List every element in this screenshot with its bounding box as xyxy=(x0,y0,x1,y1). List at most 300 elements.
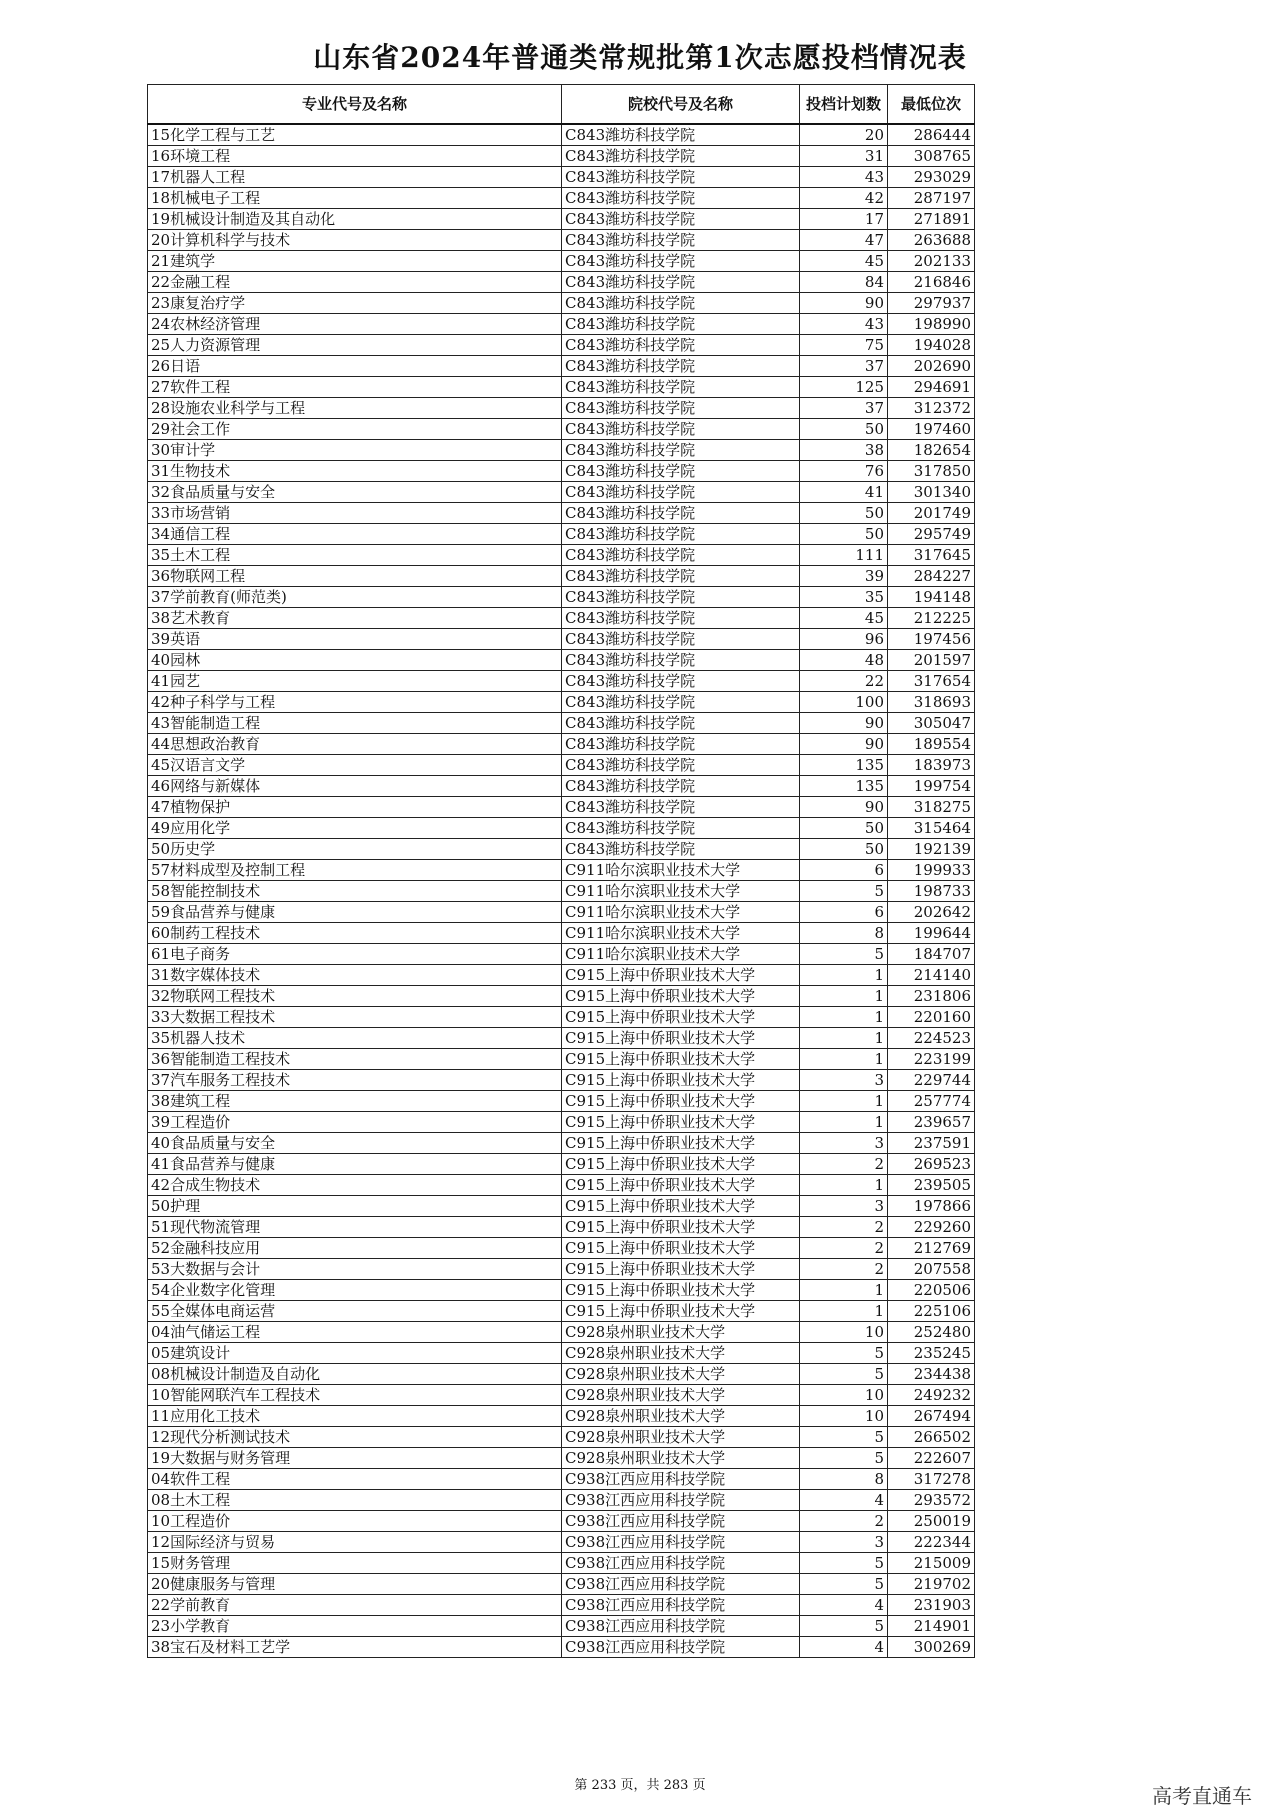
cell-min-rank: 239657 xyxy=(888,1112,975,1133)
table-row xyxy=(148,230,975,251)
cell-plan-count: 41 xyxy=(800,482,888,503)
cell-school: C911哈尔滨职业技术大学 xyxy=(562,902,800,923)
cell-min-rank: 192139 xyxy=(888,839,975,860)
page-footer: 第 233 页，共 283 页 xyxy=(574,1778,706,1793)
cell-school: C843潍坊科技学院 xyxy=(562,818,800,839)
cell-school: C911哈尔滨职业技术大学 xyxy=(562,923,800,944)
cell-school: C938江西应用科技学院 xyxy=(562,1637,800,1658)
cell-school: C843潍坊科技学院 xyxy=(562,167,800,188)
cell-school: C843潍坊科技学院 xyxy=(562,713,800,734)
cell-plan-count: 4 xyxy=(800,1490,888,1511)
cell-major: 41食品营养与健康 xyxy=(148,1154,562,1175)
cell-major: 05建筑设计 xyxy=(148,1343,562,1364)
cell-plan-count: 43 xyxy=(800,167,888,188)
cell-major: 34通信工程 xyxy=(148,524,562,545)
table-row xyxy=(148,272,975,293)
table-row xyxy=(148,1154,975,1175)
table-row xyxy=(148,944,975,965)
cell-school: C843潍坊科技学院 xyxy=(562,629,800,650)
cell-school: C843潍坊科技学院 xyxy=(562,314,800,335)
cell-plan-count: 90 xyxy=(800,293,888,314)
cell-min-rank: 231806 xyxy=(888,986,975,1007)
table-row xyxy=(148,167,975,188)
cell-major: 38宝石及材料工艺学 xyxy=(148,1637,562,1658)
cell-plan-count: 45 xyxy=(800,608,888,629)
cell-major: 35土木工程 xyxy=(148,545,562,566)
table-row xyxy=(148,1574,975,1595)
cell-min-rank: 223199 xyxy=(888,1049,975,1070)
cell-school: C843潍坊科技学院 xyxy=(562,566,800,587)
table-row xyxy=(148,1133,975,1154)
cell-plan-count: 45 xyxy=(800,251,888,272)
cell-school: C911哈尔滨职业技术大学 xyxy=(562,944,800,965)
cell-school: C843潍坊科技学院 xyxy=(562,587,800,608)
cell-school: C915上海中侨职业技术大学 xyxy=(562,1154,800,1175)
cell-major: 17机器人工程 xyxy=(148,167,562,188)
cell-school: C915上海中侨职业技术大学 xyxy=(562,1049,800,1070)
table-row xyxy=(148,209,975,230)
cell-plan-count: 31 xyxy=(800,146,888,167)
cell-school: C843潍坊科技学院 xyxy=(562,839,800,860)
cell-major: 41园艺 xyxy=(148,671,562,692)
cell-plan-count: 100 xyxy=(800,692,888,713)
cell-plan-count: 5 xyxy=(800,1553,888,1574)
table-row xyxy=(148,650,975,671)
cell-plan-count: 1 xyxy=(800,1301,888,1322)
cell-min-rank: 197460 xyxy=(888,419,975,440)
cell-major: 27软件工程 xyxy=(148,377,562,398)
cell-major: 50护理 xyxy=(148,1196,562,1217)
cell-plan-count: 8 xyxy=(800,1469,888,1490)
cell-plan-count: 3 xyxy=(800,1532,888,1553)
table-row xyxy=(148,1049,975,1070)
column-header-major: 专业代号及名称 xyxy=(148,85,562,125)
cell-plan-count: 2 xyxy=(800,1154,888,1175)
cell-major: 10智能网联汽车工程技术 xyxy=(148,1385,562,1406)
cell-min-rank: 202690 xyxy=(888,356,975,377)
cell-min-rank: 216846 xyxy=(888,272,975,293)
cell-major: 42种子科学与工程 xyxy=(148,692,562,713)
table-row xyxy=(148,1511,975,1532)
cell-major: 19大数据与财务管理 xyxy=(148,1448,562,1469)
cell-school: C911哈尔滨职业技术大学 xyxy=(562,881,800,902)
cell-major: 30审计学 xyxy=(148,440,562,461)
cell-school: C843潍坊科技学院 xyxy=(562,650,800,671)
cell-min-rank: 199754 xyxy=(888,776,975,797)
cell-min-rank: 198990 xyxy=(888,314,975,335)
table-row xyxy=(148,629,975,650)
cell-plan-count: 96 xyxy=(800,629,888,650)
table-row xyxy=(148,734,975,755)
cell-school: C928泉州职业技术大学 xyxy=(562,1385,800,1406)
cell-school: C843潍坊科技学院 xyxy=(562,482,800,503)
cell-min-rank: 257774 xyxy=(888,1091,975,1112)
cell-major: 24农林经济管理 xyxy=(148,314,562,335)
cell-plan-count: 37 xyxy=(800,398,888,419)
cell-min-rank: 284227 xyxy=(888,566,975,587)
table-row xyxy=(148,1343,975,1364)
cell-plan-count: 17 xyxy=(800,209,888,230)
cell-plan-count: 38 xyxy=(800,440,888,461)
cell-major: 40食品质量与安全 xyxy=(148,1133,562,1154)
cell-major: 33市场营销 xyxy=(148,503,562,524)
cell-school: C843潍坊科技学院 xyxy=(562,545,800,566)
cell-major: 38艺术教育 xyxy=(148,608,562,629)
cell-min-rank: 252480 xyxy=(888,1322,975,1343)
cell-min-rank: 198733 xyxy=(888,881,975,902)
cell-major: 39工程造价 xyxy=(148,1112,562,1133)
cell-min-rank: 294691 xyxy=(888,377,975,398)
cell-school: C915上海中侨职业技术大学 xyxy=(562,1217,800,1238)
cell-plan-count: 5 xyxy=(800,944,888,965)
cell-major: 37学前教育(师范类) xyxy=(148,587,562,608)
table-row xyxy=(148,671,975,692)
table-row xyxy=(148,146,975,167)
table-row xyxy=(148,1007,975,1028)
column-header-plan-count: 投档计划数 xyxy=(800,85,888,125)
cell-plan-count: 42 xyxy=(800,188,888,209)
cell-school: C843潍坊科技学院 xyxy=(562,335,800,356)
cell-school: C843潍坊科技学院 xyxy=(562,188,800,209)
cell-major: 20健康服务与管理 xyxy=(148,1574,562,1595)
cell-major: 04油气储运工程 xyxy=(148,1322,562,1343)
cell-major: 49应用化学 xyxy=(148,818,562,839)
cell-major: 10工程造价 xyxy=(148,1511,562,1532)
cell-major: 08土木工程 xyxy=(148,1490,562,1511)
cell-plan-count: 84 xyxy=(800,272,888,293)
cell-school: C938江西应用科技学院 xyxy=(562,1595,800,1616)
cell-plan-count: 111 xyxy=(800,545,888,566)
cell-school: C938江西应用科技学院 xyxy=(562,1490,800,1511)
cell-school: C843潍坊科技学院 xyxy=(562,461,800,482)
table-row xyxy=(148,587,975,608)
cell-min-rank: 214901 xyxy=(888,1616,975,1637)
cell-min-rank: 194148 xyxy=(888,587,975,608)
table-row xyxy=(148,1091,975,1112)
cell-major: 55全媒体电商运营 xyxy=(148,1301,562,1322)
table-row xyxy=(148,482,975,503)
cell-min-rank: 237591 xyxy=(888,1133,975,1154)
cell-min-rank: 235245 xyxy=(888,1343,975,1364)
cell-min-rank: 305047 xyxy=(888,713,975,734)
cell-plan-count: 50 xyxy=(800,839,888,860)
cell-school: C915上海中侨职业技术大学 xyxy=(562,1238,800,1259)
table-row xyxy=(148,1469,975,1490)
table-body xyxy=(148,124,975,1658)
cell-plan-count: 5 xyxy=(800,1616,888,1637)
cell-min-rank: 317278 xyxy=(888,1469,975,1490)
cell-major: 47植物保护 xyxy=(148,797,562,818)
table-row xyxy=(148,608,975,629)
cell-major: 58智能控制技术 xyxy=(148,881,562,902)
cell-plan-count: 43 xyxy=(800,314,888,335)
cell-school: C843潍坊科技学院 xyxy=(562,209,800,230)
cell-school: C928泉州职业技术大学 xyxy=(562,1364,800,1385)
cell-major: 12现代分析测试技术 xyxy=(148,1427,562,1448)
table-header-row xyxy=(148,85,975,125)
cell-major: 36智能制造工程技术 xyxy=(148,1049,562,1070)
table-row xyxy=(148,1322,975,1343)
cell-major: 26日语 xyxy=(148,356,562,377)
cell-major: 35机器人技术 xyxy=(148,1028,562,1049)
cell-min-rank: 267494 xyxy=(888,1406,975,1427)
cell-min-rank: 201749 xyxy=(888,503,975,524)
cell-plan-count: 8 xyxy=(800,923,888,944)
cell-plan-count: 1 xyxy=(800,965,888,986)
cell-major: 28设施农业科学与工程 xyxy=(148,398,562,419)
cell-min-rank: 317645 xyxy=(888,545,975,566)
table-row xyxy=(148,545,975,566)
table-row xyxy=(148,1553,975,1574)
table-row xyxy=(148,1301,975,1322)
cell-min-rank: 199644 xyxy=(888,923,975,944)
cell-min-rank: 197456 xyxy=(888,629,975,650)
table-row xyxy=(148,776,975,797)
cell-school: C843潍坊科技学院 xyxy=(562,419,800,440)
cell-plan-count: 5 xyxy=(800,1427,888,1448)
cell-major: 44思想政治教育 xyxy=(148,734,562,755)
cell-plan-count: 1 xyxy=(800,1175,888,1196)
table-row xyxy=(148,797,975,818)
cell-major: 39英语 xyxy=(148,629,562,650)
cell-plan-count: 1 xyxy=(800,986,888,1007)
cell-plan-count: 90 xyxy=(800,797,888,818)
cell-school: C915上海中侨职业技术大学 xyxy=(562,1091,800,1112)
cell-school: C928泉州职业技术大学 xyxy=(562,1448,800,1469)
cell-min-rank: 318693 xyxy=(888,692,975,713)
cell-min-rank: 231903 xyxy=(888,1595,975,1616)
cell-major: 20计算机科学与技术 xyxy=(148,230,562,251)
cell-school: C938江西应用科技学院 xyxy=(562,1574,800,1595)
cell-min-rank: 199933 xyxy=(888,860,975,881)
cell-major: 57材料成型及控制工程 xyxy=(148,860,562,881)
cell-plan-count: 39 xyxy=(800,566,888,587)
cell-plan-count: 125 xyxy=(800,377,888,398)
cell-school: C843潍坊科技学院 xyxy=(562,734,800,755)
admission-table xyxy=(147,84,975,1658)
table-row xyxy=(148,335,975,356)
cell-min-rank: 266502 xyxy=(888,1427,975,1448)
cell-min-rank: 287197 xyxy=(888,188,975,209)
cell-school: C843潍坊科技学院 xyxy=(562,503,800,524)
cell-school: C928泉州职业技术大学 xyxy=(562,1427,800,1448)
cell-major: 12国际经济与贸易 xyxy=(148,1532,562,1553)
cell-min-rank: 202133 xyxy=(888,251,975,272)
cell-major: 18机械电子工程 xyxy=(148,188,562,209)
cell-school: C928泉州职业技术大学 xyxy=(562,1406,800,1427)
table-row xyxy=(148,692,975,713)
cell-plan-count: 2 xyxy=(800,1511,888,1532)
cell-min-rank: 250019 xyxy=(888,1511,975,1532)
cell-school: C915上海中侨职业技术大学 xyxy=(562,1175,800,1196)
cell-school: C938江西应用科技学院 xyxy=(562,1469,800,1490)
table-row xyxy=(148,1196,975,1217)
cell-plan-count: 3 xyxy=(800,1196,888,1217)
cell-major: 61电子商务 xyxy=(148,944,562,965)
table-row xyxy=(148,1070,975,1091)
cell-major: 19机械设计制造及其自动化 xyxy=(148,209,562,230)
table-row xyxy=(148,1385,975,1406)
cell-min-rank: 293029 xyxy=(888,167,975,188)
cell-plan-count: 37 xyxy=(800,356,888,377)
cell-min-rank: 315464 xyxy=(888,818,975,839)
column-header-min-rank: 最低位次 xyxy=(888,85,975,125)
cell-plan-count: 48 xyxy=(800,650,888,671)
cell-major: 52金融科技应用 xyxy=(148,1238,562,1259)
cell-major: 40园林 xyxy=(148,650,562,671)
table-row xyxy=(148,1427,975,1448)
cell-school: C843潍坊科技学院 xyxy=(562,124,800,146)
cell-plan-count: 76 xyxy=(800,461,888,482)
table-row xyxy=(148,524,975,545)
cell-major: 45汉语言文学 xyxy=(148,755,562,776)
cell-major: 32物联网工程技术 xyxy=(148,986,562,1007)
cell-school: C915上海中侨职业技术大学 xyxy=(562,1301,800,1322)
cell-plan-count: 5 xyxy=(800,881,888,902)
cell-min-rank: 263688 xyxy=(888,230,975,251)
cell-min-rank: 215009 xyxy=(888,1553,975,1574)
cell-min-rank: 317654 xyxy=(888,671,975,692)
cell-min-rank: 295749 xyxy=(888,524,975,545)
cell-major: 23小学教育 xyxy=(148,1616,562,1637)
cell-plan-count: 50 xyxy=(800,503,888,524)
cell-school: C915上海中侨职业技术大学 xyxy=(562,1196,800,1217)
cell-plan-count: 75 xyxy=(800,335,888,356)
table-row xyxy=(148,503,975,524)
cell-min-rank: 271891 xyxy=(888,209,975,230)
cell-min-rank: 184707 xyxy=(888,944,975,965)
cell-school: C915上海中侨职业技术大学 xyxy=(562,965,800,986)
cell-min-rank: 212225 xyxy=(888,608,975,629)
cell-school: C915上海中侨职业技术大学 xyxy=(562,986,800,1007)
cell-school: C938江西应用科技学院 xyxy=(562,1553,800,1574)
cell-major: 11应用化工技术 xyxy=(148,1406,562,1427)
column-header-school: 院校代号及名称 xyxy=(562,85,800,125)
cell-major: 38建筑工程 xyxy=(148,1091,562,1112)
cell-min-rank: 249232 xyxy=(888,1385,975,1406)
cell-school: C843潍坊科技学院 xyxy=(562,377,800,398)
cell-school: C843潍坊科技学院 xyxy=(562,440,800,461)
cell-plan-count: 135 xyxy=(800,776,888,797)
cell-min-rank: 300269 xyxy=(888,1637,975,1658)
cell-min-rank: 212769 xyxy=(888,1238,975,1259)
cell-school: C938江西应用科技学院 xyxy=(562,1532,800,1553)
cell-plan-count: 2 xyxy=(800,1217,888,1238)
cell-plan-count: 1 xyxy=(800,1007,888,1028)
cell-major: 22学前教育 xyxy=(148,1595,562,1616)
table-row xyxy=(148,251,975,272)
cell-min-rank: 286444 xyxy=(888,124,975,146)
table-row xyxy=(148,1448,975,1469)
cell-school: C843潍坊科技学院 xyxy=(562,398,800,419)
cell-min-rank: 225106 xyxy=(888,1301,975,1322)
cell-min-rank: 182654 xyxy=(888,440,975,461)
cell-school: C938江西应用科技学院 xyxy=(562,1511,800,1532)
cell-plan-count: 20 xyxy=(800,124,888,146)
table-row xyxy=(148,419,975,440)
table-row xyxy=(148,1595,975,1616)
cell-plan-count: 6 xyxy=(800,860,888,881)
cell-major: 43智能制造工程 xyxy=(148,713,562,734)
cell-school: C843潍坊科技学院 xyxy=(562,608,800,629)
cell-school: C843潍坊科技学院 xyxy=(562,230,800,251)
cell-school: C915上海中侨职业技术大学 xyxy=(562,1070,800,1091)
cell-school: C915上海中侨职业技术大学 xyxy=(562,1112,800,1133)
cell-plan-count: 1 xyxy=(800,1049,888,1070)
cell-school: C843潍坊科技学院 xyxy=(562,671,800,692)
table-row xyxy=(148,860,975,881)
table-row xyxy=(148,398,975,419)
table-row xyxy=(148,1616,975,1637)
table-row xyxy=(148,1364,975,1385)
cell-min-rank: 214140 xyxy=(888,965,975,986)
cell-school: C915上海中侨职业技术大学 xyxy=(562,1133,800,1154)
cell-plan-count: 5 xyxy=(800,1343,888,1364)
cell-min-rank: 301340 xyxy=(888,482,975,503)
cell-min-rank: 297937 xyxy=(888,293,975,314)
cell-school: C843潍坊科技学院 xyxy=(562,755,800,776)
cell-major: 29社会工作 xyxy=(148,419,562,440)
table-row xyxy=(148,356,975,377)
table-row xyxy=(148,440,975,461)
cell-major: 04软件工程 xyxy=(148,1469,562,1490)
cell-major: 31数字媒体技术 xyxy=(148,965,562,986)
table-row xyxy=(148,566,975,587)
cell-min-rank: 308765 xyxy=(888,146,975,167)
table-row xyxy=(148,1406,975,1427)
table-row xyxy=(148,881,975,902)
cell-min-rank: 222607 xyxy=(888,1448,975,1469)
cell-min-rank: 197866 xyxy=(888,1196,975,1217)
cell-plan-count: 47 xyxy=(800,230,888,251)
cell-min-rank: 207558 xyxy=(888,1259,975,1280)
table-row xyxy=(148,377,975,398)
cell-major: 22金融工程 xyxy=(148,272,562,293)
cell-plan-count: 1 xyxy=(800,1112,888,1133)
cell-plan-count: 1 xyxy=(800,1028,888,1049)
cell-school: C843潍坊科技学院 xyxy=(562,356,800,377)
cell-plan-count: 50 xyxy=(800,419,888,440)
cell-school: C843潍坊科技学院 xyxy=(562,146,800,167)
cell-min-rank: 194028 xyxy=(888,335,975,356)
cell-plan-count: 5 xyxy=(800,1448,888,1469)
cell-major: 51现代物流管理 xyxy=(148,1217,562,1238)
cell-school: C928泉州职业技术大学 xyxy=(562,1343,800,1364)
cell-school: C843潍坊科技学院 xyxy=(562,776,800,797)
cell-plan-count: 3 xyxy=(800,1070,888,1091)
table-row xyxy=(148,923,975,944)
cell-min-rank: 220506 xyxy=(888,1280,975,1301)
table-row xyxy=(148,1259,975,1280)
cell-min-rank: 224523 xyxy=(888,1028,975,1049)
cell-min-rank: 317850 xyxy=(888,461,975,482)
cell-plan-count: 10 xyxy=(800,1406,888,1427)
cell-plan-count: 5 xyxy=(800,1364,888,1385)
table-row xyxy=(148,1238,975,1259)
table-row xyxy=(148,1217,975,1238)
cell-min-rank: 239505 xyxy=(888,1175,975,1196)
watermark-logo-text: 高考直通车 xyxy=(1152,1784,1252,1808)
cell-major: 32食品质量与安全 xyxy=(148,482,562,503)
table-row xyxy=(148,818,975,839)
table-row xyxy=(148,1112,975,1133)
cell-plan-count: 50 xyxy=(800,818,888,839)
cell-school: C843潍坊科技学院 xyxy=(562,272,800,293)
table-row xyxy=(148,902,975,923)
cell-major: 37汽车服务工程技术 xyxy=(148,1070,562,1091)
cell-major: 59食品营养与健康 xyxy=(148,902,562,923)
cell-plan-count: 35 xyxy=(800,587,888,608)
